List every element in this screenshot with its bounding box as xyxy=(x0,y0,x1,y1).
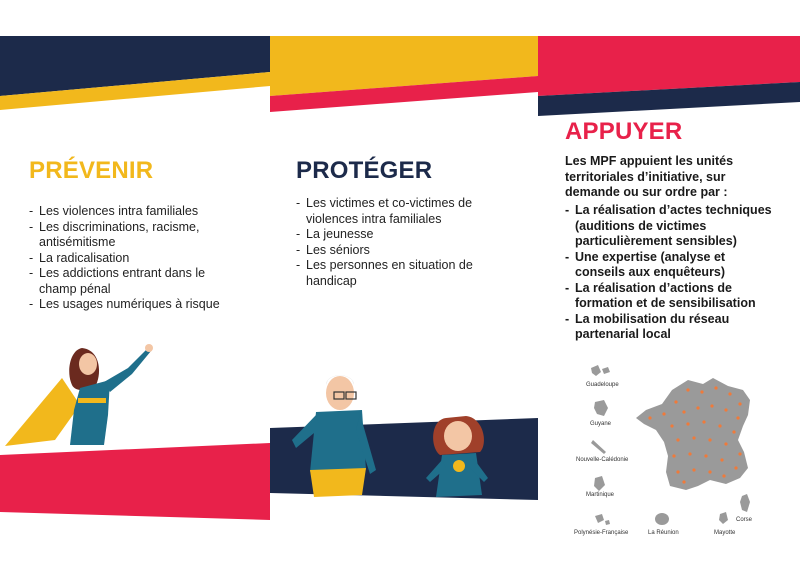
list-item: - La réalisation d’actes techniques (auditions de victimes particulièrement sensibles) xyxy=(565,203,772,248)
overseas-territory-mayotte xyxy=(719,512,728,524)
list-item: - Les usages numériques à risque xyxy=(29,297,220,311)
page-title-proteger: PROTÉGER xyxy=(296,157,433,184)
proteger-list xyxy=(296,196,524,289)
appuyer-list xyxy=(565,203,775,343)
map-label-mayotte: Mayotte xyxy=(714,530,736,536)
list-item: - Les violences intra familiales xyxy=(29,204,199,218)
map-label-martinique: Martinique xyxy=(586,492,615,498)
list-item: - Les addictions entrant dans le champ pénal xyxy=(29,266,206,296)
list-item: - Les personnes en situation de handicap xyxy=(296,258,473,288)
list-item: - Les victimes et co-victimes de violences intra familiales xyxy=(296,196,473,226)
appuyer-intro: Les MPF appuient les unités territoriales d’initiative, sur demande ou sur ordre par : xyxy=(565,154,734,199)
superhero-woman-illustration xyxy=(5,344,153,446)
list-item: - Une expertise (analyse et conseils aux enquêteurs) xyxy=(565,249,726,279)
map-label-reunion: La Réunion xyxy=(648,530,679,536)
list-item: - Les discriminations, racisme, antisémitisme xyxy=(29,219,200,249)
france-map xyxy=(538,360,800,550)
overseas-territory-martinique xyxy=(594,476,605,491)
list-item: - La mobilisation du réseau partenarial local xyxy=(565,311,730,341)
map-label-corse: Corse xyxy=(736,517,753,523)
list-item: - La réalisation d’actions de formation et de sensibilisation xyxy=(565,280,756,310)
prevenir-list xyxy=(29,204,234,313)
overseas-territory-guadeloupe xyxy=(591,365,610,376)
overseas-territory-nouvelle-caledonie xyxy=(591,440,606,454)
panel-proteger xyxy=(270,0,538,562)
page-title-appuyer: APPUYER xyxy=(565,118,683,145)
list-item: - La radicalisation xyxy=(29,250,130,265)
overseas-territory-polynesie xyxy=(595,514,610,525)
map-label-guyane: Guyane xyxy=(590,421,612,427)
map-label-polynesie: Polynésie-Française xyxy=(574,530,629,536)
list-item: - Les séniors xyxy=(296,242,370,257)
red-band-bottom xyxy=(0,443,270,520)
map-label-guadeloupe: Guadeloupe xyxy=(586,382,619,388)
panel-appuyer xyxy=(538,0,800,562)
mainland-france-shape xyxy=(636,378,750,490)
panel-prevenir xyxy=(0,0,270,562)
list-item: - La jeunesse xyxy=(296,227,374,241)
overseas-territory-corse xyxy=(740,494,750,512)
map-label-nouvelle-caledonie: Nouvelle-Calédonie xyxy=(576,457,629,463)
page-title-prevenir: PRÉVENIR xyxy=(29,157,154,184)
overseas-territory-reunion xyxy=(655,513,669,525)
overseas-territory-guyane xyxy=(594,400,608,416)
